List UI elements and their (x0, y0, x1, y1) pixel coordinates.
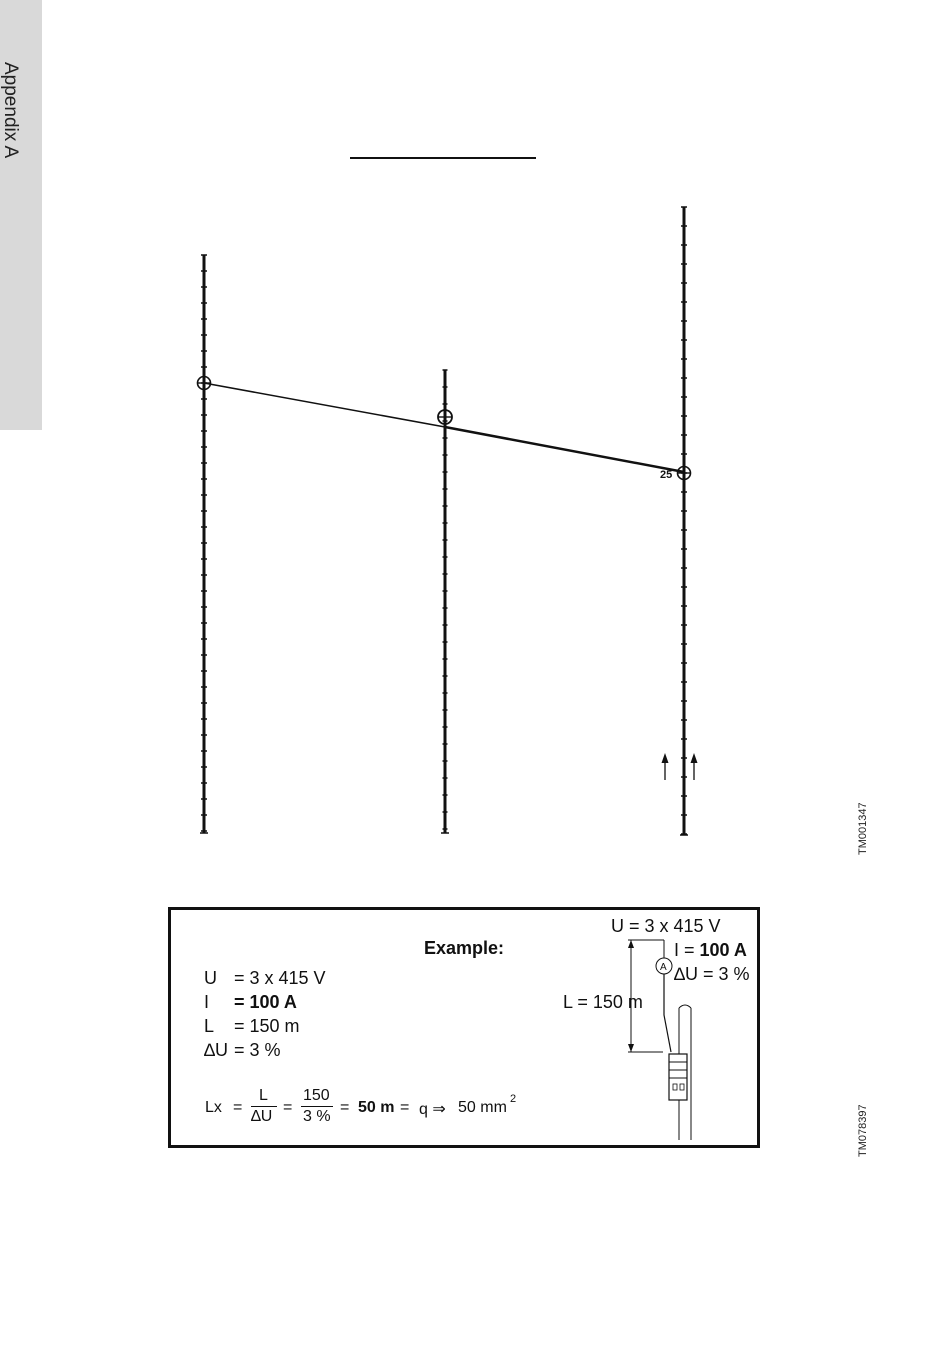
formula-fraction-denominator: 3 % (303, 1108, 331, 1125)
scale-center (441, 370, 449, 833)
reading-line-right (445, 427, 684, 472)
param-symbol: L (204, 1016, 215, 1036)
example-title: Example: (424, 938, 505, 958)
formula-result: 50 m (358, 1099, 395, 1116)
param-symbol: I (204, 992, 210, 1012)
diagram-voltage-drop: ∆U = 3 % (674, 964, 750, 984)
diagram-current-value: 100 A (699, 940, 747, 960)
scale-right (680, 207, 688, 835)
formula-section: 50 mm (458, 1099, 507, 1116)
pump-icon (669, 1054, 687, 1100)
ammeter-symbol: A (660, 962, 667, 973)
formula-fraction-numerator: 150 (303, 1087, 330, 1104)
param-value: = 100 A (234, 992, 297, 1012)
formula-eq: = (283, 1099, 293, 1116)
formula-eq: = (400, 1099, 410, 1116)
ammeter-icon (656, 958, 672, 974)
arrow-left (662, 753, 669, 780)
example-code: TM078397 (857, 1104, 869, 1157)
scale-left (200, 255, 208, 833)
nomogram-code: TM001347 (857, 802, 869, 855)
formula-eq: = (233, 1099, 243, 1116)
example-box (168, 907, 760, 1148)
diagram-voltage: U = 3 x 415 V (611, 916, 721, 936)
diagram-current-prefix: I = (674, 940, 700, 960)
formula-lhs: Lx (205, 1099, 222, 1116)
formula-fraction-numerator: L (259, 1087, 268, 1104)
formula-section-exponent: 2 (510, 1093, 517, 1105)
point-label: 25 (660, 469, 673, 481)
formula-eq: = (340, 1099, 350, 1116)
param-symbol: U (204, 968, 217, 988)
diagram-current (674, 940, 747, 961)
example-cable-diagram (171, 910, 757, 1145)
param-symbol: ∆U (204, 1040, 229, 1060)
formula-fraction-denominator: ∆U (251, 1108, 273, 1125)
reading-line-left (204, 383, 445, 427)
param-value: = 150 m (234, 1016, 300, 1036)
param-value: = 3 % (234, 1040, 281, 1060)
side-tab-label: Appendix A (0, 62, 21, 159)
formula-q-arrow: q ⇒ (419, 1101, 446, 1118)
diagram-length: L = 150 m (563, 992, 643, 1012)
param-value: = 3 x 415 V (234, 968, 326, 988)
arrow-right (691, 753, 698, 780)
